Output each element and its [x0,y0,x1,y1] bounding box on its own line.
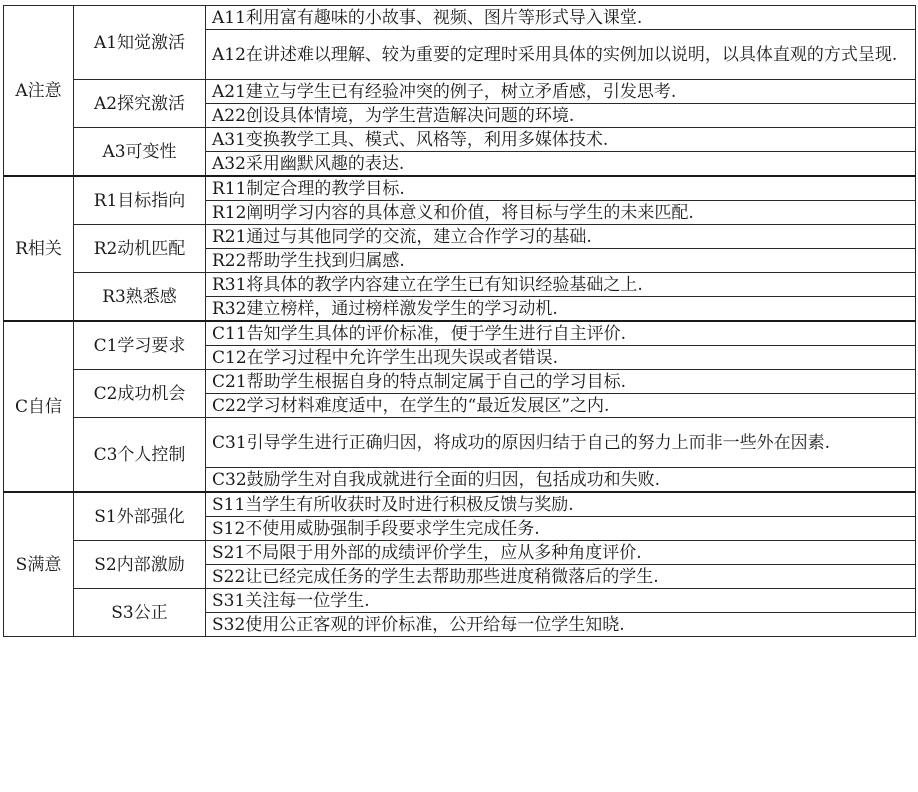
subcategory-label: C1学习要求 [74,321,206,370]
strategy-item: S21不局限于用外部的成绩评价学生，应从多种角度评价. [206,541,916,565]
group-label: S满意 [4,492,74,637]
strategy-item: S32使用公正客观的评价标准，公开给每一位学生知晓. [206,613,916,637]
group-label: C自信 [4,321,74,492]
strategy-item: R32建立榜样，通过榜样激发学生的学习动机. [206,297,916,322]
strategy-item: C32鼓励学生对自我成就进行全面的归因，包括成功和失败. [206,468,916,493]
subcategory-label: R2动机匹配 [74,225,206,273]
strategy-item: A21建立与学生已有经验冲突的例子，树立矛盾感，引发思考. [206,80,916,104]
subcategory-label: C2成功机会 [74,370,206,418]
strategy-item: A12在讲述难以理解、较为重要的定理时采用具体的实例加以说明，以具体直观的方式呈现. [206,30,916,80]
strategy-item: A32采用幽默风趣的表达. [206,152,916,177]
strategy-item: C11告知学生具体的评价标准，便于学生进行自主评价. [206,321,916,346]
subcategory-label: A2探究激活 [74,80,206,128]
strategy-item: A31变换教学工具、模式、风格等，利用多媒体技术. [206,128,916,152]
subcategory-label: A1知觉激活 [74,6,206,80]
subcategory-label: R1目标指向 [74,176,206,225]
strategy-item: S22让已经完成任务的学生去帮助那些进度稍微落后的学生. [206,565,916,589]
strategy-item: R11制定合理的教学目标. [206,176,916,201]
strategy-item: R31将具体的教学内容建立在学生已有知识经验基础之上. [206,273,916,297]
strategy-item: R21通过与其他同学的交流，建立合作学习的基础. [206,225,916,249]
group-label: A注意 [4,6,74,177]
subcategory-label: C3个人控制 [74,418,206,493]
strategy-item: S12不使用威胁强制手段要求学生完成任务. [206,517,916,541]
subcategory-label: S1外部强化 [74,492,206,541]
strategy-item: S11当学生有所收获时及时进行积极反馈与奖励. [206,492,916,517]
arcs-strategy-table [3,5,916,637]
subcategory-label: R3熟悉感 [74,273,206,322]
subcategory-label: S3公正 [74,589,206,637]
strategy-item: C22学习材料难度适中，在学生的“最近发展区”之内. [206,394,916,418]
strategy-item: R22帮助学生找到归属感. [206,249,916,273]
group-label: R相关 [4,176,74,321]
subcategory-label: S2内部激励 [74,541,206,589]
strategy-item: C21帮助学生根据自身的特点制定属于自己的学习目标. [206,370,916,394]
strategy-item: A11利用富有趣味的小故事、视频、图片等形式导入课堂. [206,6,916,30]
strategy-item: S31关注每一位学生. [206,589,916,613]
strategy-item: A22创设具体情境，为学生营造解决问题的环境. [206,104,916,128]
strategy-item: R12阐明学习内容的具体意义和价值，将目标与学生的未来匹配. [206,201,916,225]
strategy-item: C12在学习过程中允许学生出现失误或者错误. [206,346,916,370]
subcategory-label: A3可变性 [74,128,206,177]
strategy-item: C31引导学生进行正确归因，将成功的原因归结于自己的努力上而非一些外在因素. [206,418,916,468]
